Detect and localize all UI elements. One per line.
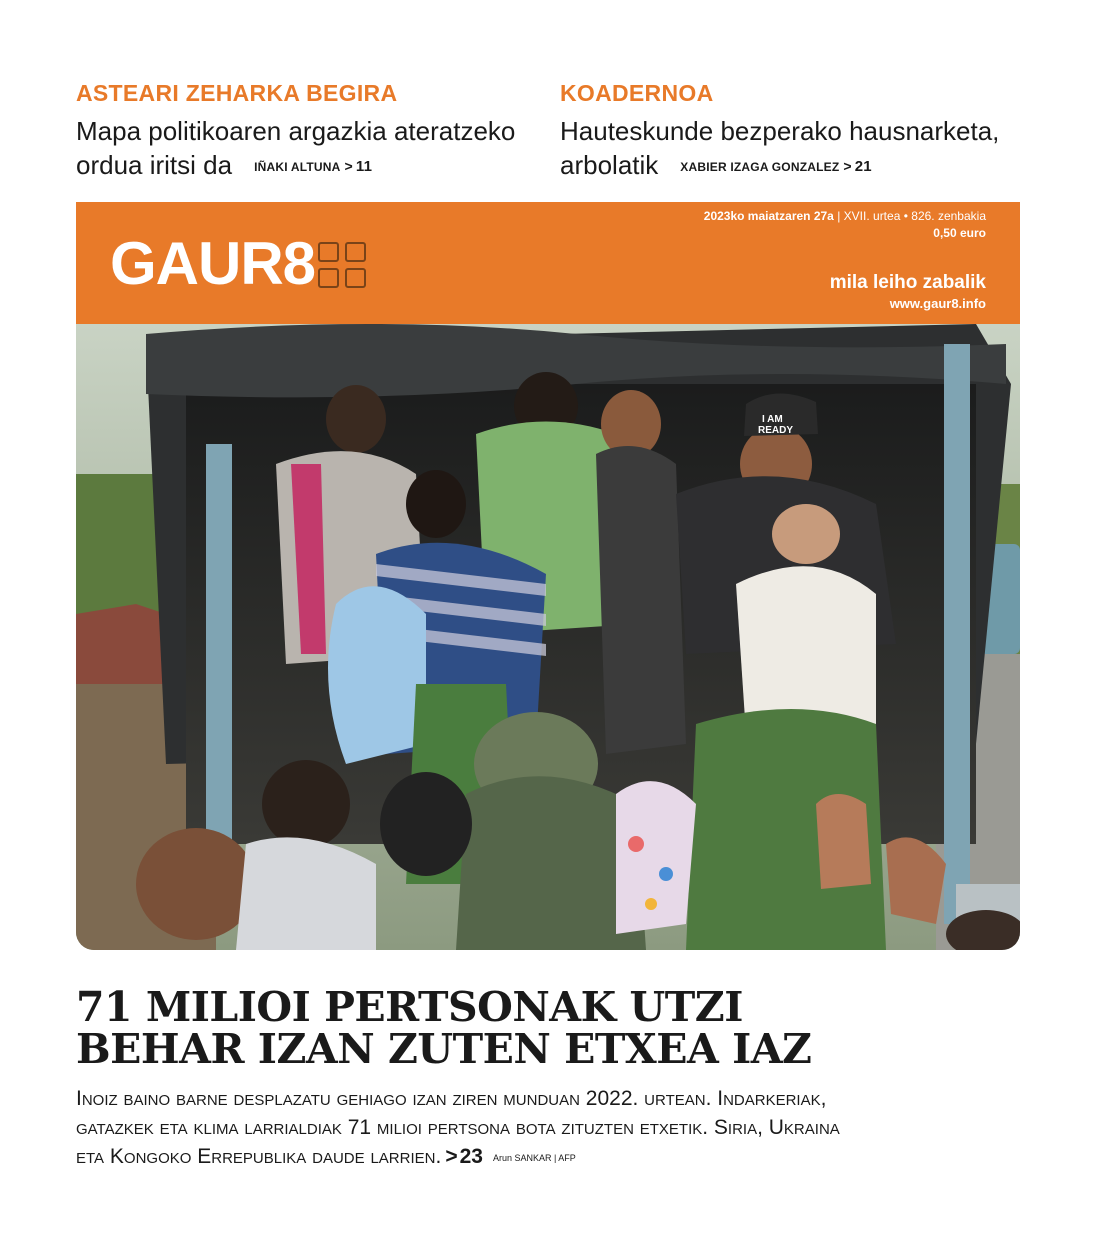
chevron-right-icon: > xyxy=(344,158,353,174)
issue-number: 826. zenbakia xyxy=(911,209,986,223)
issue-year: XVII. urtea xyxy=(843,209,901,223)
lead-line: gatazkek eta klima larrialdiak 71 milioi pertsona bota zituzten etxetik. Siria, Ukraina xyxy=(76,1116,840,1139)
teaser-page-number: 11 xyxy=(355,158,373,175)
main-headline[interactable] xyxy=(76,983,1020,1073)
logo[interactable]: GAUR8 xyxy=(110,230,316,297)
teaser-page-number: 21 xyxy=(854,158,872,175)
lead-line-last xyxy=(76,1142,896,1173)
cap-text: READY xyxy=(758,425,794,436)
teaser-notebook[interactable] xyxy=(560,78,1030,184)
teaser-title-line: arbolatik xyxy=(560,150,659,180)
teaser-opinion[interactable] xyxy=(76,78,546,184)
headline-line: 71 MILIOI PERTSONAK UTZI xyxy=(76,983,743,1031)
teaser-kicker: ASTEARI ZEHARKA BEGIRA xyxy=(76,80,398,106)
cap-text: I AM xyxy=(762,414,783,425)
teaser-author: IÑAKI ALTUNA xyxy=(254,160,341,174)
teaser-kicker: KOADERNOA xyxy=(560,80,714,106)
lead-paragraph xyxy=(76,1084,896,1173)
chevron-right-icon: > xyxy=(843,158,852,174)
teaser-title-line: Hauteskunde bezperako hausnarketa, xyxy=(560,116,1000,146)
teaser-title xyxy=(76,114,546,184)
teaser-byline xyxy=(680,160,872,174)
lead-line: eta Kongoko Errepublika daude larrien. xyxy=(76,1145,442,1168)
chevron-right-icon: > xyxy=(445,1145,458,1168)
separator: • xyxy=(903,209,908,223)
teaser-byline xyxy=(254,160,372,174)
cover-photo xyxy=(76,324,1020,950)
teaser-title xyxy=(560,114,1030,184)
headline-line: BEHAR IZAN ZUTEN ETXEA IAZ xyxy=(76,1025,812,1073)
tagline: mila leiho zabalik xyxy=(829,272,986,293)
cover-photo-illustration xyxy=(76,324,1020,950)
price: 0,50 euro xyxy=(933,226,986,240)
edition-info xyxy=(704,208,986,242)
masthead xyxy=(76,202,1020,324)
teaser-title-line: ordua iritsi da xyxy=(76,150,233,180)
teasers xyxy=(76,78,1020,188)
lead-page-number[interactable]: 23 xyxy=(459,1145,483,1168)
website-link[interactable]: www.gaur8.info xyxy=(889,296,986,311)
teaser-author: XABIER IZAGA GONZALEZ xyxy=(680,160,840,174)
separator: | xyxy=(837,209,841,223)
photo-credit: Arun SANKAR | AFP xyxy=(492,1153,576,1163)
teaser-title-line: Mapa politikoaren argazkia ateratzeko xyxy=(76,116,516,146)
lead-line: Inoiz baino barne desplazatu gehiago izan ziren munduan 2022. urtean. Indarkeriak, xyxy=(76,1087,827,1110)
issue-date: 2023ko maiatzaren 27a xyxy=(703,209,834,223)
logo-squares-icon xyxy=(318,242,372,292)
